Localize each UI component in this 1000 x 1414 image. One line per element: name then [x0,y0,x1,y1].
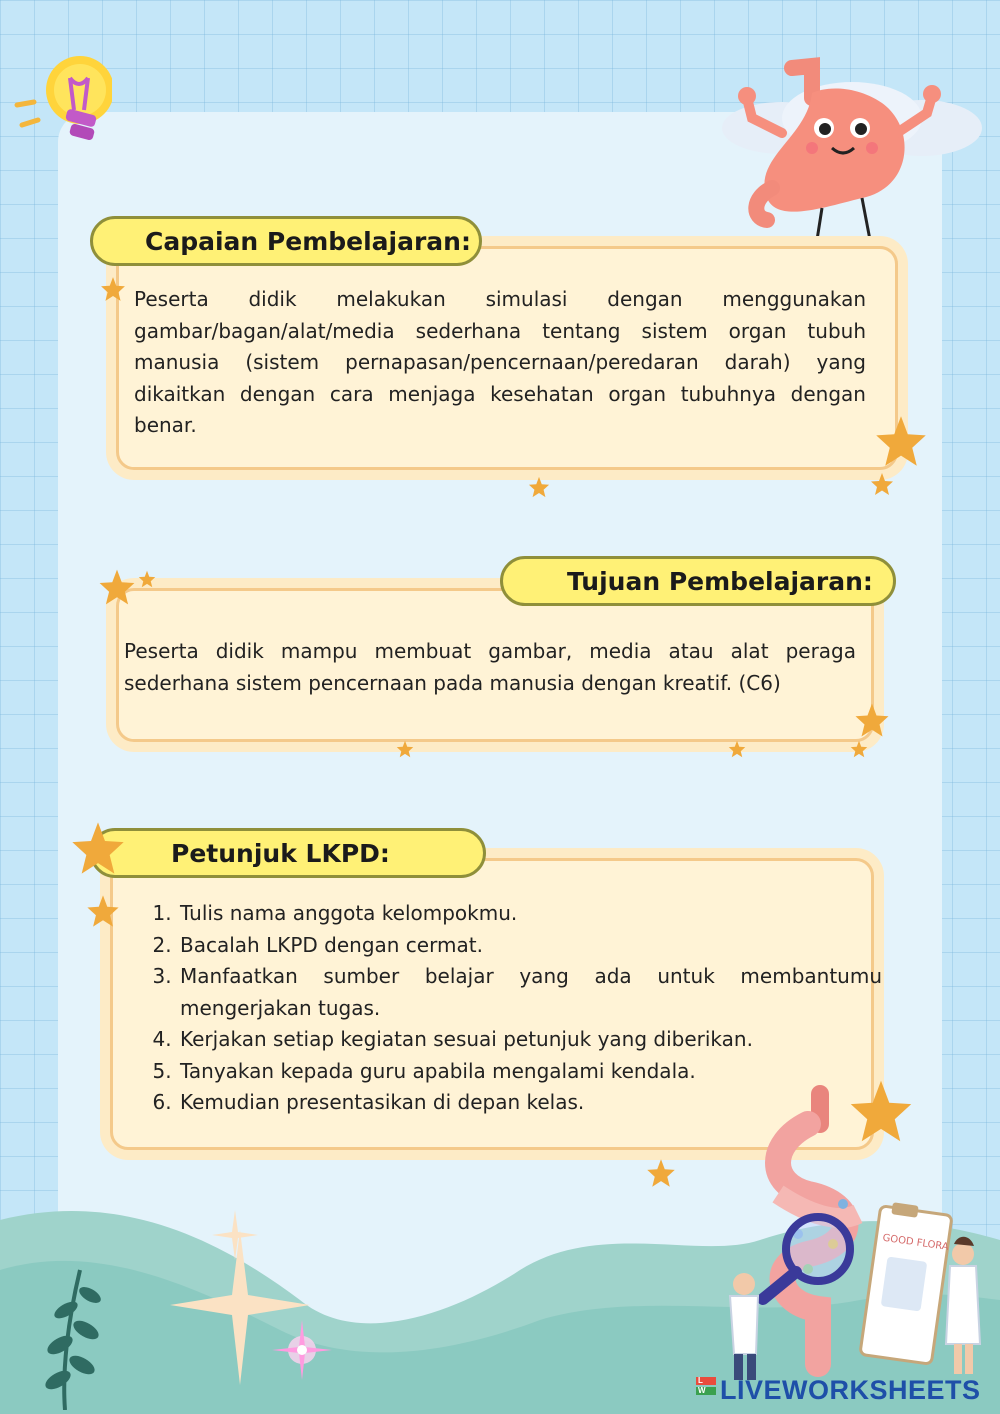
lightbulb-icon [12,50,112,155]
star-icon [138,570,156,588]
step-item: 5. Tanyakan kepada guru apabila mengalami kendala. [178,1056,882,1088]
step-item: 4. Kerjakan setiap kegiatan sesuai petunjuk yang diberikan. [178,1024,882,1056]
tujuan-text: Peserta didik mampu membuat gambar, media atau alat peraga sederhana sistem pencernaan pada manusia dengan kreatif. (C6) [124,639,856,695]
tujuan-title-pill [500,556,896,606]
petunjuk-title: Petunjuk LKPD: [171,838,390,868]
capaian-title: Capaian Pembelajaran: [145,226,471,256]
capaian-title-pill [90,216,482,266]
tujuan-title: Tujuan Pembelajaran: [567,566,873,596]
brand-mark-w: W [696,1387,716,1395]
chart-sign: GOOD FLORA [881,1232,950,1253]
step-item: 2. Bacalah LKPD dengan cermat. [178,930,882,962]
liveworksheets-logo [696,1374,981,1406]
petunjuk-title-pill [90,828,486,878]
sparkle-icon [170,1210,370,1400]
brand-text: LIVEWORKSHEETS [720,1374,981,1405]
step-item: 6. Kemudian presentasikan di depan kelas. [178,1087,882,1119]
step-item: 1. Tulis nama anggota kelompokmu. [178,898,882,930]
star-icon [528,476,550,498]
star-icon [728,740,746,758]
digestive-system-illustration-icon [708,1084,1000,1384]
leaf-sprig-icon [20,1260,110,1410]
star-icon [854,702,890,738]
step-item: 3. Manfaatkan sumber belajar yang ada untuk membantumu mengerjakan tugas. [178,961,882,1024]
star-icon [850,740,868,758]
stomach-mascot-icon [712,48,987,248]
capaian-text: Peserta didik melakukan simulasi dengan menggunakan gambar/bagan/alat/media sederhana tentang sistem organ tubuh manusia (sistem pernapasan/pencernaan/peredaran darah) yang dikaitkan dengan cara menjaga kesehatan organ tubuhnya dengan benar. [134,287,866,437]
brand-mark-l: L [696,1377,716,1385]
star-icon [100,276,126,302]
star-icon [874,414,928,468]
brand-mark-icon [696,1377,716,1403]
star-icon [86,894,120,928]
star-icon [98,568,136,606]
star-icon [870,472,894,496]
star-icon [396,740,414,758]
star-icon [70,820,126,876]
star-icon [646,1158,676,1188]
